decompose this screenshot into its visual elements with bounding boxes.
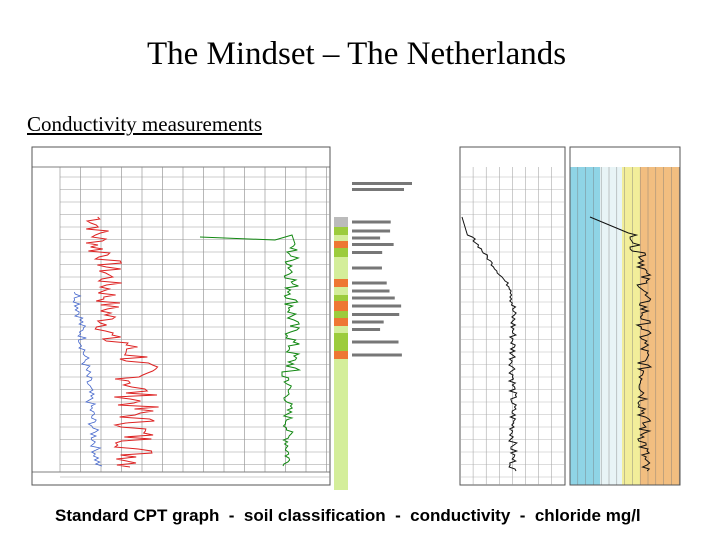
soil-classification-labels <box>352 182 412 490</box>
chloride-band <box>600 167 622 485</box>
slide-subtitle: Conductivity measurements <box>27 112 263 136</box>
chloride-bands <box>570 147 680 485</box>
soil-layer <box>334 227 348 235</box>
soil-label-text <box>352 290 390 293</box>
soil-layer <box>334 301 348 311</box>
soil-layer <box>334 311 348 318</box>
soil-layer <box>334 351 348 359</box>
soil-label-text <box>352 251 382 254</box>
chloride-band <box>570 167 600 485</box>
soil-label-text <box>352 341 399 344</box>
soil-label-text <box>352 230 390 233</box>
soil-layer <box>334 359 348 490</box>
soil-label-text <box>352 313 399 316</box>
soil-layer <box>334 235 348 241</box>
soil-classification-panel <box>334 182 412 490</box>
conductivity-panel <box>460 147 565 485</box>
soil-layer <box>334 241 348 248</box>
soil-layer <box>334 295 348 301</box>
soil-layer <box>334 318 348 326</box>
chloride-band <box>640 167 680 485</box>
soil-classification-column <box>334 217 348 490</box>
cpt-graph-panel <box>32 147 330 485</box>
soil-label-text <box>352 328 380 331</box>
soil-layer <box>334 326 348 333</box>
soil-label-text <box>352 305 401 308</box>
soil-label-text <box>352 237 380 240</box>
soil-layer <box>334 279 348 287</box>
soil-label-text <box>352 354 402 357</box>
soil-label-text <box>352 297 395 300</box>
cpt-composite-figure <box>30 142 682 490</box>
soil-layer <box>334 287 348 295</box>
chloride-panel <box>570 147 680 485</box>
soil-legend-text <box>352 188 404 191</box>
soil-layer <box>334 217 348 227</box>
slide-title: The Mindset – The Netherlands <box>146 36 567 72</box>
soil-layer <box>334 333 348 351</box>
soil-layer <box>334 257 348 279</box>
soil-label-text <box>352 267 382 270</box>
soil-label-text <box>352 321 384 324</box>
chloride-header <box>570 147 680 167</box>
soil-layer <box>334 248 348 257</box>
soil-label-text <box>352 282 387 285</box>
soil-label-text <box>352 243 394 246</box>
soil-legend-text <box>352 182 412 185</box>
figure-caption: Standard CPT graph - soil classification - conductivity - chloride mg/l <box>55 506 641 525</box>
soil-label-text <box>352 221 391 224</box>
